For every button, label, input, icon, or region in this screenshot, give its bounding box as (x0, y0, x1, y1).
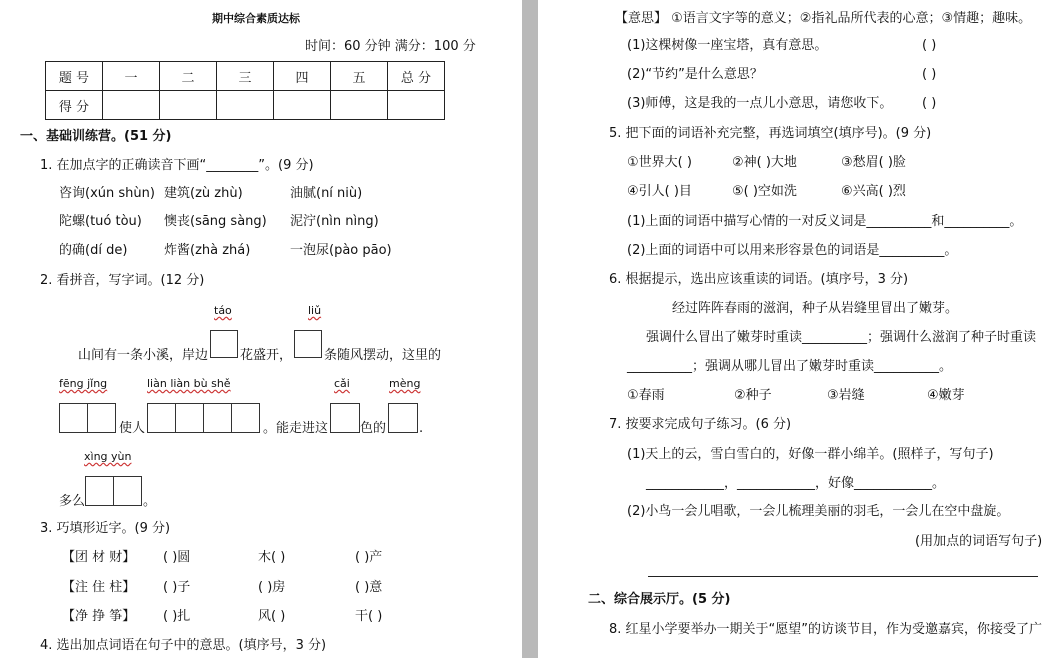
q7-sub: (2)小鸟一会儿唱歌，一会儿梳理美丽的羽毛，一会儿在空中盘旋。 (627, 504, 1010, 519)
q5-sub: (2)上面的词语中可以用来形容景色的词语是__________。 (627, 243, 958, 258)
q5-word: ③愁眉( )脸 (841, 155, 906, 170)
question-4: 4. 选出加点词语在句子中的意思。(填序号，3 分) (40, 638, 327, 653)
q3-blank: ( )圆 (163, 550, 191, 565)
meaning-item: (1)这棵树像一座宝塔，真有意思。 (627, 38, 828, 53)
exam-page-left (0, 0, 522, 658)
score-header-cell: 五 (331, 62, 388, 91)
question-8: 8. 红星小学要举办一期关于“愿望”的访谈节目，作为受邀嘉宾，你接受了广 (609, 622, 1043, 637)
q5-sub: (1)上面的词语中描写心情的一对反义词是__________和__________。 (627, 214, 1023, 229)
q3-blank: ( )房 (258, 580, 286, 595)
score-blank-cell[interactable] (388, 91, 445, 120)
pinyin-fengjing: fēng jǐng (59, 377, 108, 390)
char-grid-2[interactable] (85, 476, 142, 506)
question-7: 7. 按要求完成句子练习。(6 分) (609, 417, 792, 432)
q1-item: 一泡尿(pào pāo) (290, 243, 392, 258)
q7-sub: (1)天上的云，雪白雪白的，好像一群小绵羊。(照样子，写句子) (627, 447, 994, 462)
q2-text: 多么 (59, 494, 86, 509)
pinyin-cai: cǎi (334, 377, 350, 390)
char-grid-2[interactable] (59, 403, 116, 433)
q2-text: 山间有一条小溪，岸边 (78, 348, 209, 363)
q2-text: 使人 (119, 421, 146, 436)
q2-text: 色的 (360, 421, 387, 436)
q3-group: 【团 材 财】 (62, 550, 136, 565)
section-2-heading: 二、综合展示厅。(5 分) (588, 592, 731, 607)
score-header-cell: 题 号 (46, 62, 103, 91)
q5-word: ⑤( )空如洗 (732, 184, 797, 199)
q2-text: 。 (143, 494, 157, 509)
char-box[interactable] (330, 403, 360, 433)
q1-item: 油腻(ní niù) (290, 186, 363, 201)
q7-blank-line[interactable]: ____________，____________，好像____________。 (646, 476, 946, 491)
q6-sentence: 经过阵阵春雨的滋润，种子从岩缝里冒出了嫩芽。 (672, 301, 959, 316)
answer-line[interactable] (648, 576, 1038, 577)
question-6: 6. 根据提示，选出应该重读的词语。(填序号，3 分) (609, 272, 909, 287)
question-3: 3. 巧填形近字。(9 分) (40, 521, 171, 536)
q6-option: ④嫩芽 (927, 388, 965, 403)
q6-line: 强调什么冒出了嫩芽时重读__________；强调什么滋润了种子时重读 (646, 330, 1037, 345)
q3-blank: ( )子 (163, 580, 191, 595)
q1-item: 的确(dí de) (59, 243, 128, 258)
meaning-options: 【意思】 ①语言文字等的意义；②指礼品所代表的心意；③情趣；趣味。 (615, 11, 1032, 26)
q5-word: ⑥兴高( )烈 (841, 184, 906, 199)
q3-blank: ( )扎 (163, 609, 191, 624)
question-2: 2. 看拼音，写字词。(12 分) (40, 273, 205, 288)
q5-word: ①世界大( ) (627, 155, 692, 170)
q3-blank: ( )产 (355, 550, 383, 565)
q6-option: ②种子 (734, 388, 772, 403)
q3-blank: 木( ) (258, 550, 286, 565)
q3-group: 【注 住 柱】 (62, 580, 136, 595)
q1-item: 咨询(xún shùn) (59, 186, 155, 201)
score-blank-cell[interactable] (160, 91, 217, 120)
q5-word: ④引人( )目 (627, 184, 692, 199)
pinyin-tao: táo (214, 304, 232, 317)
q2-text: 花盛开， (240, 348, 293, 363)
q7-instruction: (用加点的词语写句子) (915, 534, 1043, 549)
question-1: 1. 在加点字的正确读音下画“________”。(9 分) (40, 158, 314, 173)
q3-blank: 风( ) (258, 609, 286, 624)
score-header-cell: 三 (217, 62, 274, 91)
exam-title: 期中综合素质达标 (212, 12, 300, 25)
question-5: 5. 把下面的词语补充完整，再选词填空(填序号)。(9 分) (609, 126, 932, 141)
q6-line: __________；强调从哪儿冒出了嫩芽时重读__________。 (627, 359, 953, 374)
q2-text: 条随风摆动，这里的 (324, 348, 442, 363)
q2-text: . (419, 421, 424, 436)
score-header-cell: 四 (274, 62, 331, 91)
pinyin-lianlianbushe: liàn liàn bù shě (147, 377, 231, 390)
q1-item: 泥泞(nìn nìng) (290, 214, 379, 229)
q3-blank: ( )意 (355, 580, 383, 595)
char-box[interactable] (294, 330, 322, 358)
answer-paren[interactable]: ( ) (922, 67, 937, 82)
section-1-heading: 一、基础训练营。(51 分) (20, 129, 172, 144)
pinyin-meng: mèng (389, 377, 421, 390)
score-label-cell: 得 分 (46, 91, 103, 120)
score-blank-cell[interactable] (274, 91, 331, 120)
q6-option: ①春雨 (627, 388, 665, 403)
q6-option: ③岩缝 (827, 388, 865, 403)
char-grid-4[interactable] (147, 403, 260, 433)
q5-word: ②神( )大地 (732, 155, 797, 170)
answer-paren[interactable]: ( ) (922, 96, 937, 111)
pinyin-liu: liǔ (308, 304, 322, 317)
score-blank-cell[interactable] (217, 91, 274, 120)
score-blank-cell[interactable] (331, 91, 388, 120)
score-header-cell: 一 (103, 62, 160, 91)
score-table (45, 61, 445, 120)
char-box[interactable] (388, 403, 418, 433)
meaning-item: (2)“节约”是什么意思？ (627, 67, 763, 82)
score-blank-cell[interactable] (103, 91, 160, 120)
score-header-cell: 二 (160, 62, 217, 91)
q1-item: 建筑(zù zhù) (164, 186, 243, 201)
meaning-item: (3)师傅，这是我的一点儿小意思，请您收下。 (627, 96, 893, 111)
score-header-cell: 总 分 (388, 62, 445, 91)
q1-item: 陀螺(tuó tòu) (59, 214, 142, 229)
char-box[interactable] (210, 330, 238, 358)
q1-item: 懊丧(sāng sàng) (164, 214, 267, 229)
q3-blank: 干( ) (355, 609, 383, 624)
q3-group: 【净 挣 筝】 (62, 609, 136, 624)
exam-page-right (538, 0, 1064, 658)
q2-text: 。能走进这 (263, 421, 329, 436)
q1-item: 炸酱(zhà zhá) (164, 243, 251, 258)
pinyin-xingyun: xìng yùn (84, 450, 132, 463)
time-score-line: 时间：60 分钟 满分：100 分 (305, 39, 476, 54)
answer-paren[interactable]: ( ) (922, 38, 937, 53)
